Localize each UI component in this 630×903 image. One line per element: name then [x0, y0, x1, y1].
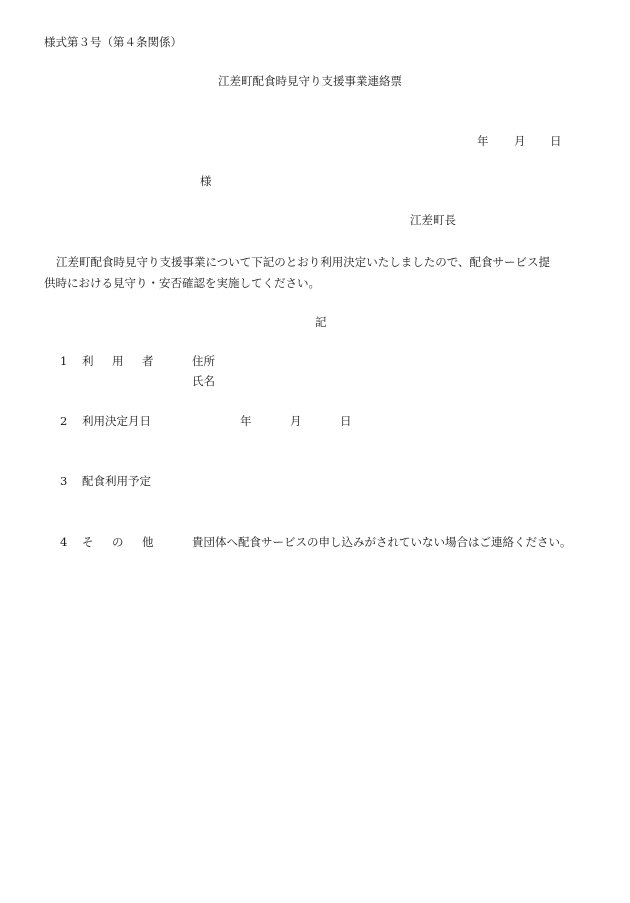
item-1-label-char-3: 者 — [142, 354, 154, 368]
item-4-number: 4 — [60, 535, 68, 549]
item-4-label-char-1: そ — [82, 535, 94, 549]
item-2-month: 月 — [290, 414, 302, 428]
item-1-name-label: 氏名 — [192, 374, 215, 388]
item-4-label-char-2: の — [112, 535, 124, 549]
body-paragraph — [44, 252, 596, 294]
item-2-year: 年 — [240, 414, 252, 428]
document-title: 江差町配食時見守り支援事業連絡票 — [218, 74, 402, 88]
item-3-number: 3 — [60, 474, 68, 488]
date-day: 日 — [550, 134, 562, 148]
item-3-label: 配食利用予定 — [82, 474, 151, 488]
addressee-suffix: 様 — [200, 174, 212, 188]
date-month: 月 — [514, 134, 526, 148]
sender: 江差町長 — [410, 213, 456, 227]
body-line-2: 供時における見守り・安否確認を実施してください。 — [44, 276, 320, 290]
item-1-number: 1 — [60, 354, 68, 368]
body-line-1: 江差町配食時見守り支援事業について下記のとおり利用決定いたしましたので、配食サービス提 — [56, 255, 551, 269]
item-2-day: 日 — [340, 414, 352, 428]
item-2-label: 利用決定月日 — [82, 414, 151, 428]
item-1-address-label: 住所 — [192, 354, 215, 368]
item-4-content: 貴団体へ配食サービスの申し込みがされていない場合はご連絡ください。 — [192, 535, 572, 549]
date-year: 年 — [477, 134, 489, 148]
ki-heading: 記 — [315, 315, 327, 329]
item-1-label-char-2: 用 — [112, 354, 124, 368]
item-2-number: 2 — [60, 414, 68, 428]
item-4-label-char-3: 他 — [142, 535, 154, 549]
item-1-label-char-1: 利 — [82, 354, 94, 368]
form-number: 様式第３号（第４条関係） — [44, 35, 182, 49]
